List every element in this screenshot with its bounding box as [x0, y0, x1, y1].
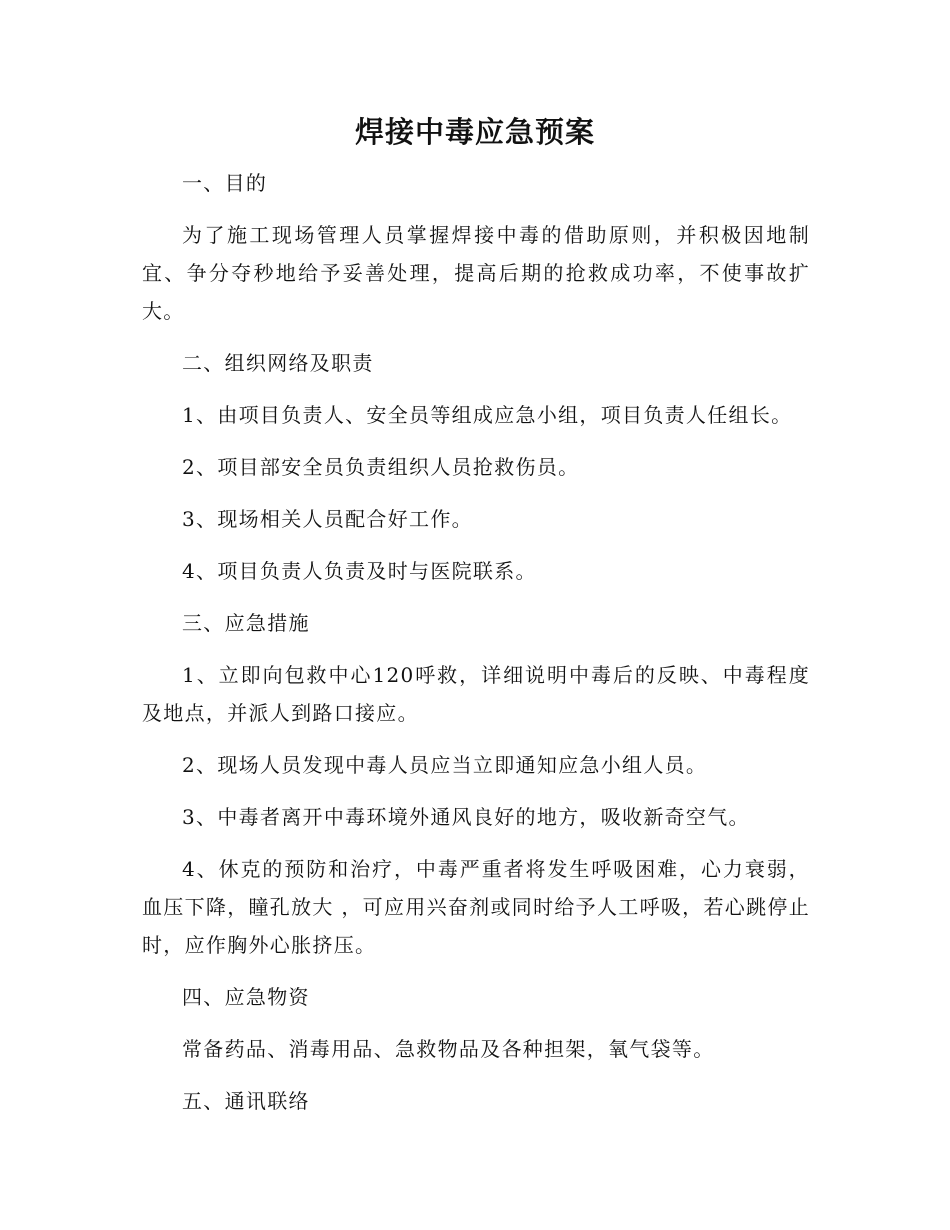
paragraph-measure-4: 4、休克的预防和治疗，中毒严重者将发生呼吸困难，心力衰弱，血压下降，瞳孔放大 ，可应用兴奋剂或同时给予人工呼吸，若心跳停止时，应作胸外心胀挤压。 [142, 857, 810, 957]
paragraph-measure-2: 2、现场人员发现中毒人员应当立即通知应急小组人员。 [182, 753, 708, 777]
paragraph-measure-1: 1、立即向包救中心120呼救，详细说明中毒后的反映、中毒程度及地点，并派人到路口接应。 [142, 663, 810, 725]
section-heading-communication: 五、通讯联络 [182, 1089, 310, 1113]
paragraph-org-item-1: 1、由项目负责人、安全员等组成应急小组，项目负责人任组长。 [182, 403, 793, 427]
paragraph-purpose: 为了施工现场管理人员掌握焊接中毒的借助原则，并积极因地制宜、争分夺秒地给予妥善处理，提高后期的抢救成功率，不使事故扩大。 [142, 223, 810, 323]
document-body [142, 164, 810, 1134]
paragraph-org-item-4: 4、项目负责人负责及时与医院联系。 [182, 559, 537, 583]
section-heading-supplies: 四、应急物资 [182, 985, 310, 1009]
paragraph-org-item-2: 2、项目部安全员负责组织人员抢救伤员。 [182, 455, 580, 479]
section-heading-purpose: 一、目的 [182, 171, 268, 195]
section-heading-organization: 二、组织网络及职责 [182, 351, 374, 375]
document-title: 焊接中毒应急预案 [354, 115, 595, 149]
paragraph-org-item-3: 3、现场相关人员配合好工作。 [182, 507, 473, 531]
section-heading-measures: 三、应急措施 [182, 611, 310, 635]
paragraph-supplies: 常备药品、消毒用品、急救物品及各种担架，氧气袋等。 [182, 1037, 715, 1061]
paragraph-measure-3: 3、中毒者离开中毒环境外通风良好的地方，吸收新奇空气。 [182, 805, 750, 829]
